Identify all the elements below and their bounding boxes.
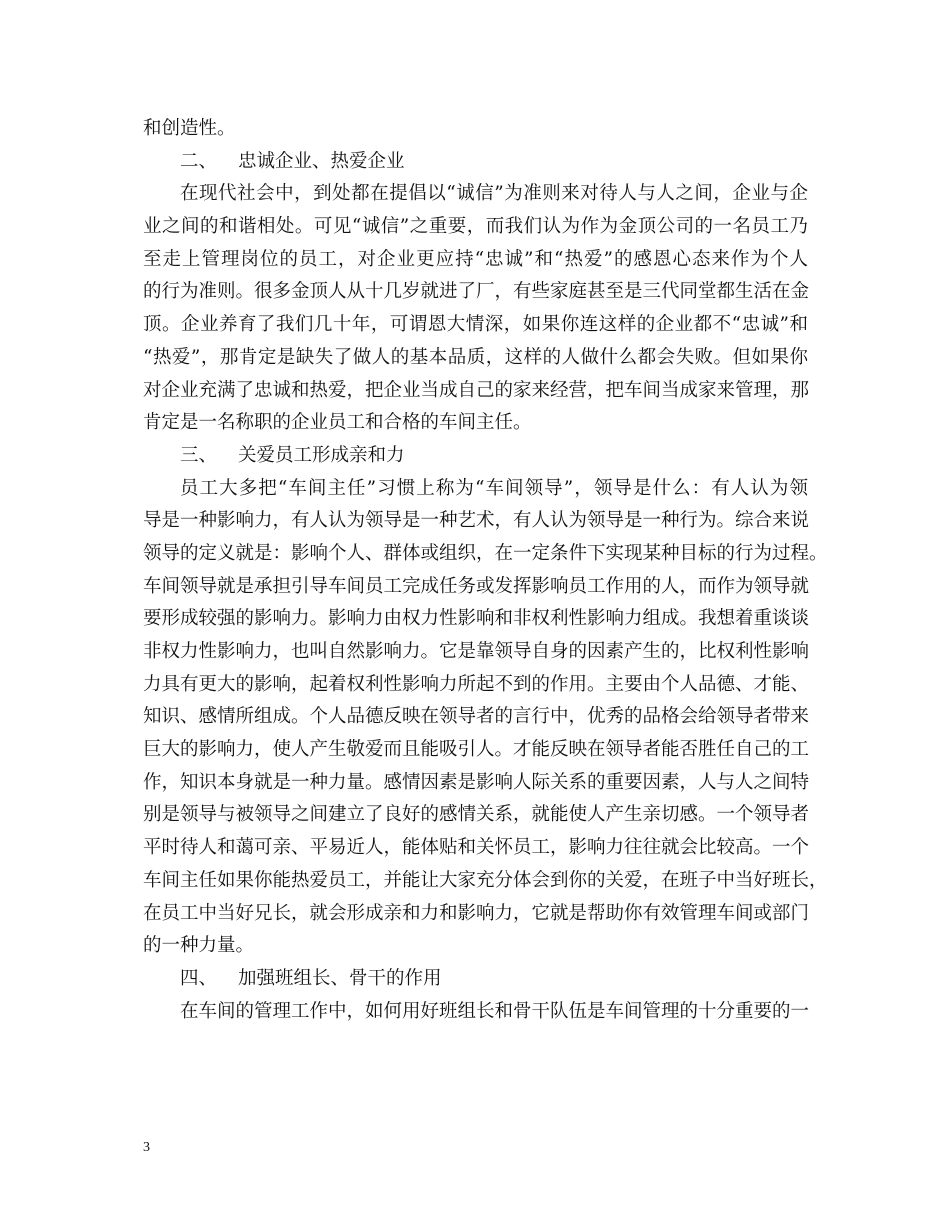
- paragraph-line: 非权力性影响力，也叫自然影响力。它是靠领导自身的因素产生的，比权利性影响: [143, 641, 810, 662]
- section-number: 三、: [180, 444, 218, 466]
- paragraph-line: 肯定是一名称职的企业员工和合格的车间主任。: [143, 412, 532, 434]
- section-title: 忠诚企业、热爱企业: [238, 150, 405, 172]
- paragraph-line: 对企业充满了忠诚和热爱，把企业当成自己的家来经营，把车间当成家来管理，那: [143, 379, 810, 401]
- paragraph-line: 力具有更大的影响，起着权利性影响力所起不到的作用。主要由个人品德、才能、: [143, 673, 810, 695]
- section-heading: [143, 963, 808, 996]
- paragraph-line: 车间领导就是承担引导车间员工完成任务或发挥影响员工作用的人，而作为领导就: [143, 575, 810, 597]
- section-heading: [143, 146, 808, 179]
- section-number: 四、: [180, 967, 218, 989]
- paragraph-line: 在车间的管理工作中，如何用好班组长和骨干队伍是车间管理的十分重要的一: [180, 1000, 810, 1022]
- paragraph-line: 员工大多把“车间主任”习惯上称为“车间领导”，领导是什么：有人认为领: [180, 477, 808, 499]
- paragraph-line: 领导的定义就是：影响个人、群体或组织，在一定条件下实现某种目标的行为过程。: [143, 542, 828, 564]
- paragraph-line: 导是一种影响力，有人认为领导是一种艺术，有人认为领导是一种行为。综合来说: [143, 510, 810, 532]
- paragraph-line: 的一种力量。: [143, 935, 255, 957]
- document-body: [143, 113, 828, 1028]
- paragraph-line: 业之间的和谐相处。可见“诚信”之重要，而我们认为作为金顶公司的一名员工乃: [143, 216, 808, 238]
- section-title: 关爱员工形成亲和力: [238, 444, 405, 466]
- paragraph-line: “热爱”，那肯定是缺失了做人的基本品质，这样的人做什么都会失败。但如果你: [143, 346, 808, 368]
- paragraph-line: 要形成较强的影响力。影响力由权力性影响和非权利性影响力组成。我想着重谈谈: [143, 608, 810, 630]
- paragraph-line: 别是领导与被领导之间建立了良好的感情关系，就能使人产生亲切感。一个领导者: [143, 804, 810, 826]
- paragraph-line: 平时待人和蔼可亲、平易近人，能体贴和关怀员工，影响力往往就会比较高。一个: [143, 837, 810, 859]
- paragraph-line: 在现代社会中，到处都在提倡以“诚信”为准则来对待人与人之间，企业与企: [180, 183, 808, 205]
- section-title: 加强班组长、骨干的作用: [238, 967, 442, 989]
- paragraph-line: 和创造性。: [143, 118, 236, 139]
- paragraph-line: 知识、感情所组成。个人品德反映在领导者的言行中，优秀的品格会给领导者带来: [143, 706, 810, 728]
- paragraph-line: 的行为准则。很多金顶人从十几岁就进了厂，有些家庭甚至是三代同堂都生活在金: [143, 281, 810, 303]
- paragraph-line: 在员工中当好兄长，就会形成亲和力和影响力，它就是帮助你有效管理车间或部门: [143, 902, 810, 924]
- section-heading: [143, 440, 808, 473]
- paragraph-line: 至走上管理岗位的员工，对企业更应持“忠诚”和“热爱”的感恩心态来作为个人: [143, 248, 808, 270]
- paragraph-line: 巨大的影响力，使人产生敬爱而且能吸引人。才能反映在领导者能否胜任自己的工: [143, 739, 810, 761]
- paragraph-line: 车间主任如果你能热爱员工，并能让大家充分体会到你的关爱，在班子中当好班长，: [143, 869, 828, 891]
- section-number: 二、: [180, 150, 218, 172]
- page-number: 3: [143, 1140, 150, 1155]
- paragraph-line: 作，知识本身就是一种力量。感情因素是影响人际关系的重要因素，人与人之间特: [143, 771, 810, 793]
- paragraph-line: 顶。企业养育了我们几十年，可谓恩大情深，如果你连这样的企业都不“忠诚”和: [143, 314, 808, 336]
